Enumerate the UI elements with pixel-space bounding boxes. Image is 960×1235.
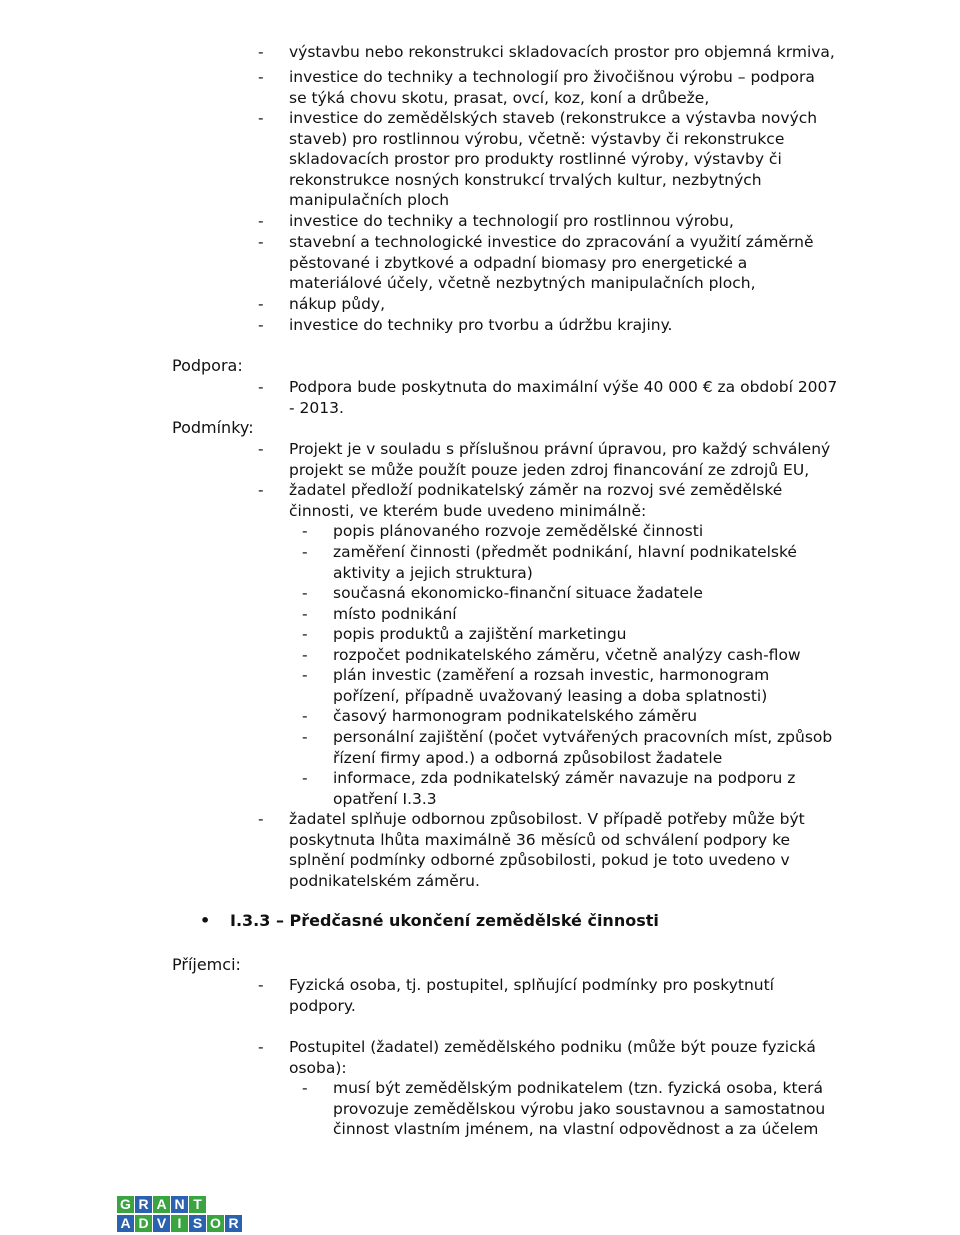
line: místo podnikání	[333, 605, 457, 623]
list-item	[258, 211, 858, 232]
dash-marker: -	[302, 1079, 308, 1097]
line: popis produktů a zajištění marketingu	[333, 625, 627, 643]
logo-letter-tile: D	[135, 1215, 152, 1232]
dash-marker: -	[258, 68, 264, 86]
line: poskytnuta lhůta maximálně 36 měsíců od schválení podpory ke	[289, 830, 791, 849]
dash-marker: -	[258, 976, 264, 994]
list-item	[258, 975, 858, 1016]
line: Postupitel (žadatel) zemědělského podniku (může být pouze fyzická	[289, 1038, 816, 1056]
list-item	[258, 439, 858, 480]
list-item	[258, 809, 858, 891]
bullet-icon: •	[200, 911, 211, 930]
list-item	[258, 67, 858, 108]
logo-letter-tile: R	[135, 1196, 152, 1213]
line: - 2013.	[289, 398, 344, 417]
line: rozpočet podnikatelského záměru, včetně analýzy cash-flow	[333, 646, 801, 664]
sub-list-item	[302, 542, 862, 583]
sub-list-item	[302, 1078, 862, 1140]
line: musí být zemědělským podnikatelem (tzn. fyzická osoba, která	[333, 1079, 823, 1097]
line: podnikatelském záměru.	[289, 871, 480, 890]
line: skladovacích prostor pro produkty rostlinné výroby, výstavby či	[289, 150, 782, 169]
sub-list-item	[302, 727, 862, 768]
line: žadatel splňuje odbornou způsobilost. V případě potřeby může být	[289, 810, 805, 828]
dash-marker: -	[258, 43, 264, 61]
line: činnosti, ve kterém bude uvedeno minimálně:	[289, 501, 647, 520]
dash-marker: -	[258, 481, 264, 499]
line: pěstované i zbytkové a odpadní biomasy pro energetické a	[289, 253, 748, 272]
line: osoba):	[289, 1058, 347, 1077]
sub-list-item	[302, 521, 862, 542]
line: se týká chovu skotu, prasat, ovcí, koz, koní a drůbeže,	[289, 88, 710, 107]
logo-letter-tile: N	[171, 1196, 188, 1213]
line: plán investic (zaměření a rozsah investic, harmonogram	[333, 666, 770, 684]
section-heading	[200, 911, 659, 932]
dash-marker: -	[258, 810, 264, 828]
line: investice do techniky pro tvorbu a údržbu krajiny.	[289, 316, 673, 334]
logo-letter-tile: A	[117, 1215, 134, 1232]
dash-marker: -	[258, 233, 264, 251]
logo-row-advisor	[117, 1215, 245, 1232]
dash-marker: -	[302, 666, 308, 684]
label-podpora: Podpora:	[172, 356, 243, 375]
line: zaměření činnosti (předmět podnikání, hlavní podnikatelské	[333, 543, 797, 561]
line: materiálové účely, včetně nezbytných manipulačních ploch,	[289, 274, 756, 293]
list-item	[258, 232, 858, 294]
list-item	[258, 108, 858, 211]
line: popis plánovaného rozvoje zemědělské činnosti	[333, 522, 704, 540]
line: investice do zemědělských staveb (rekonstrukce a výstavba nových	[289, 109, 818, 127]
line: časový harmonogram podnikatelského záměru	[333, 707, 698, 725]
line: opatření I.3.3	[333, 789, 437, 808]
line: investice do techniky a technologií pro rostlinnou výrobu,	[289, 212, 734, 230]
list-item	[258, 480, 858, 521]
logo-letter-tile: V	[153, 1215, 170, 1232]
dash-marker: -	[302, 584, 308, 602]
dash-marker: -	[258, 1038, 264, 1056]
list-item	[258, 1037, 858, 1078]
line: projekt se může použít pouze jeden zdroj financování ze zdrojů EU,	[289, 460, 810, 479]
line: řízení firmy apod.) a odborná způsobilost žadatele	[333, 748, 723, 767]
line: výstavbu nebo rekonstrukci skladovacích prostor pro objemná krmiva,	[289, 43, 835, 61]
logo-letter-tile: I	[171, 1215, 188, 1232]
sub-list-item	[302, 624, 862, 645]
line: podpory.	[289, 996, 356, 1015]
line: činnost vlastním jménem, na vlastní odpovědnost a za účelem	[333, 1120, 819, 1139]
line: pořízení, případně uvažovaný leasing a doba splatnosti)	[333, 686, 768, 705]
line: provozuje zemědělskou výrobu jako soustavnou a samostatnou	[333, 1099, 826, 1118]
dash-marker: -	[302, 646, 308, 664]
dash-marker: -	[302, 707, 308, 725]
sub-list-item	[302, 665, 862, 706]
logo-letter-tile: G	[117, 1196, 134, 1213]
list-item	[258, 42, 858, 63]
label-prijemci: Příjemci:	[172, 955, 241, 974]
list-item	[258, 315, 858, 336]
sub-list-item	[302, 583, 862, 604]
sub-list-item	[302, 604, 862, 625]
line: Podpora bude poskytnuta do maximální výše 40 000 € za období 2007	[289, 378, 838, 396]
dash-marker: -	[258, 295, 264, 313]
line: stavební a technologické investice do zpracování a využití záměrně	[289, 233, 814, 251]
dash-marker: -	[302, 728, 308, 746]
line: splnění podmínky odborné způsobilosti, pokud je toto uvedeno v	[289, 851, 790, 870]
dash-marker: -	[258, 212, 264, 230]
list-item	[258, 294, 858, 315]
logo-letter-tile: A	[153, 1196, 170, 1213]
line: aktivity a jejich struktura)	[333, 563, 533, 582]
line: žadatel předloží podnikatelský záměr na rozvoj své zemědělské	[289, 481, 783, 499]
dash-marker: -	[302, 522, 308, 540]
sub-list-item	[302, 768, 862, 809]
logo-letter-tile: R	[225, 1215, 242, 1232]
dash-marker: -	[302, 769, 308, 787]
dash-marker: -	[258, 378, 264, 396]
logo-row-grant	[117, 1196, 245, 1213]
line: Projekt je v souladu s příslušnou právní úpravou, pro každý schválený	[289, 440, 831, 458]
line: investice do techniky a technologií pro živočišnou výrobu – podpora	[289, 68, 815, 86]
logo-letter-tile: S	[189, 1215, 206, 1232]
line: současná ekonomicko-finanční situace žadatele	[333, 584, 703, 602]
line: staveb) pro rostlinnou výrobu, včetně: výstavby či rekonstrukce	[289, 129, 785, 148]
logo-letter-tile: O	[207, 1215, 224, 1232]
dash-marker: -	[302, 625, 308, 643]
line: manipulačních ploch	[289, 191, 450, 210]
line: Fyzická osoba, tj. postupitel, splňující podmínky pro poskytnutí	[289, 976, 774, 994]
list-item	[258, 377, 858, 418]
sub-list-item	[302, 706, 862, 727]
dash-marker: -	[258, 440, 264, 458]
sub-list-item	[302, 645, 862, 666]
line: rekonstrukce nosných konstrukcí trvalých kultur, nezbytných	[289, 170, 762, 189]
dash-marker: -	[302, 605, 308, 623]
line: personální zajištění (počet vytvářených pracovních míst, způsob	[333, 728, 833, 746]
grant-advisor-logo	[117, 1196, 245, 1232]
dash-marker: -	[258, 109, 264, 127]
section-heading-text: I.3.3 – Předčasné ukončení zemědělské činnosti	[230, 911, 659, 930]
dash-marker: -	[258, 316, 264, 334]
logo-letter-tile: T	[189, 1196, 206, 1213]
line: informace, zda podnikatelský záměr navazuje na podporu z	[333, 769, 796, 787]
label-podminky: Podmínky:	[172, 418, 254, 437]
dash-marker: -	[302, 543, 308, 561]
line: nákup půdy,	[289, 295, 386, 313]
